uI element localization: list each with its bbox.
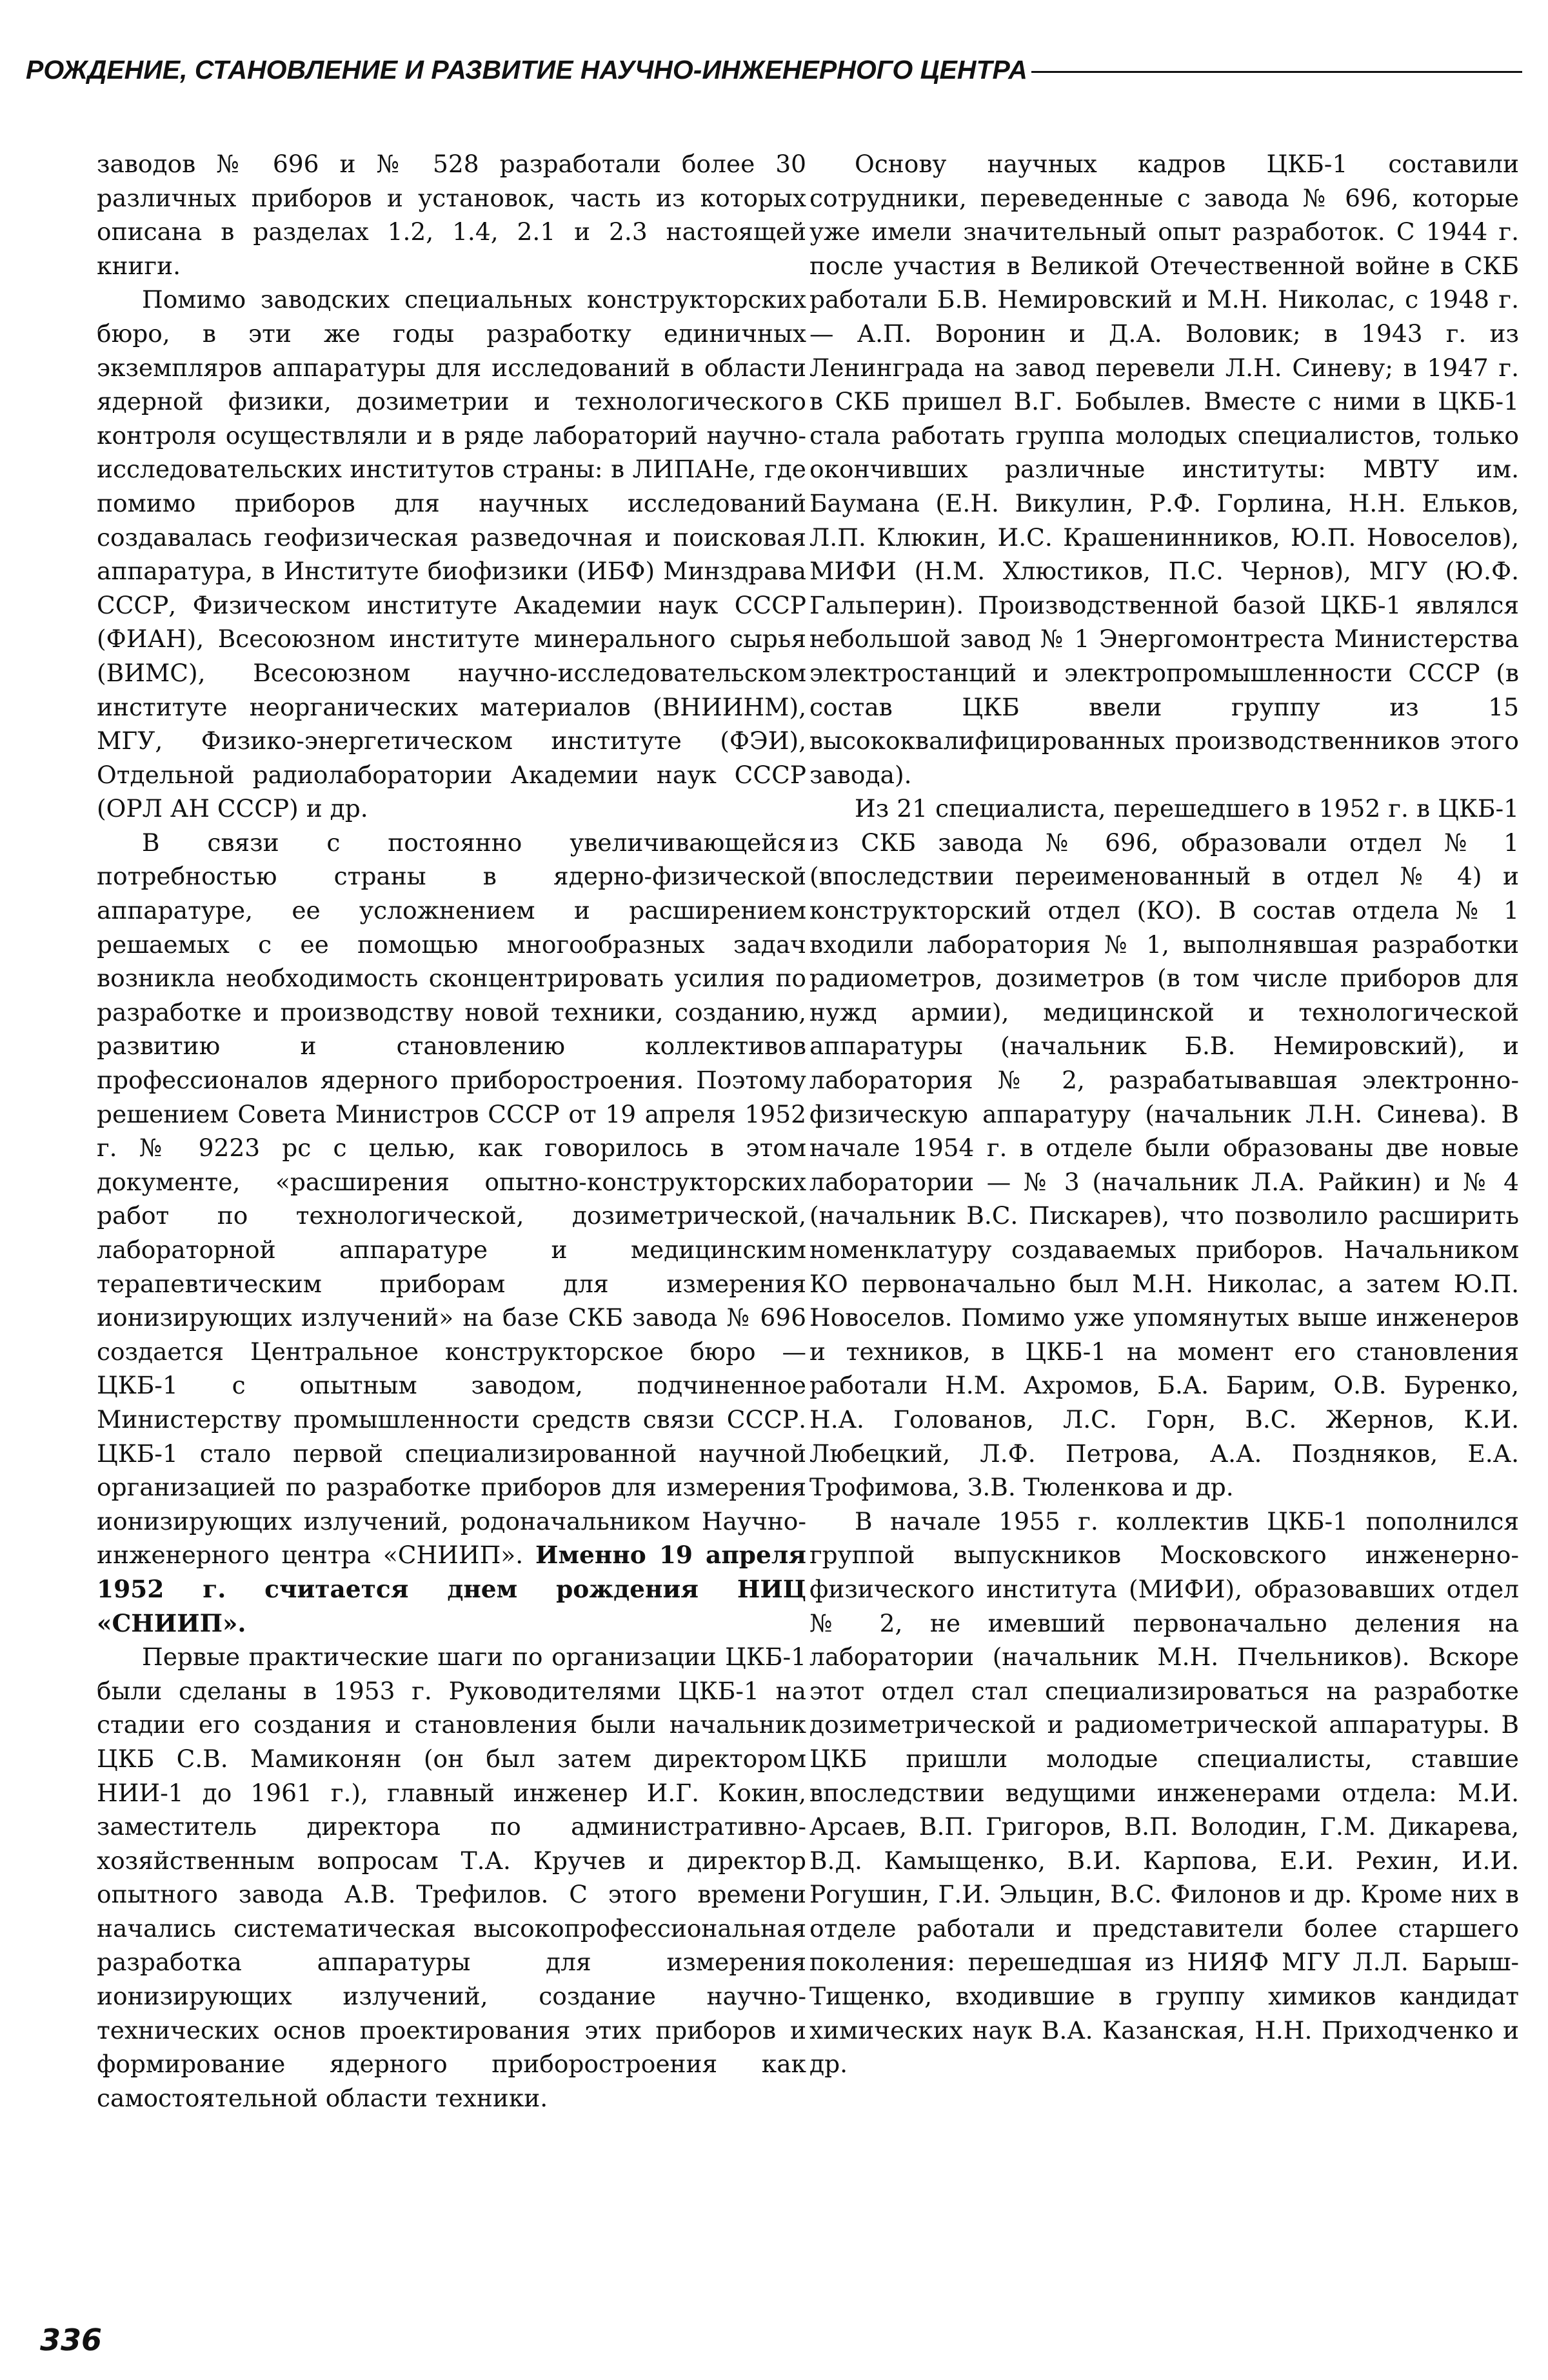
left-column <box>97 147 806 2218</box>
running-header <box>26 50 1522 89</box>
emphasized-text: Именно 19 апреля 1952 г. считается днем рождения НИЦ «СНИИП». <box>97 1541 806 1637</box>
paragraph: В начале 1955 г. коллектив ЦКБ-1 пополнился группой выпускников Московского инженерно-физического института (МИФИ), образовавших отдел № 2, не имевший первоначально деления на лаборатории (начальник М.Н. Пчельников). Вскоре этот отдел стал специализироваться на разработке дозиметрической и радиометрической аппаратуры. В ЦКБ пришли молодые специалисты, ставшие впоследствии ведущими инженерами отдела: М.И. Арсаев, В.П. Григоров, В.П. Володин, Г.М. Дикарева, В.Д. Камыщенко, В.И. Карпова, Е.И. Рехин, И.И. Рогушин, Г.И. Эльцин, В.С. Филонов и др. Кроме них в отделе работали и представители более старшего поколения: перешедшая из НИЯФ МГУ Л.Л. Барыш-Тищенко, входившие в группу химиков кандидат химических наук В.А. Казанская, Н.Н. Приходченко и др. <box>809 1506 1519 2079</box>
paragraph <box>97 826 806 1640</box>
paragraph: Первые практические шаги по организации ЦКБ-1 были сделаны в 1953 г. Руководителями ЦКБ-1 на стадии его создания и становления были начальник ЦКБ С.В. Мамиконян (он был затем директором НИИ-1 до 1961 г.), главный инженер И.Г. Кокин, заместитель директора по административно-хозяйственным вопросам Т.А. Кручев и директор опытного завода А.В. Трефилов. С этого времени начались систематическая высокопрофессиональная разработка аппаратуры для измерения ионизирующих излучений, создание научно-технических основ проектирования этих приборов и формирование ядерного приборостроения как самостоятельной области техники. <box>97 1643 806 2112</box>
paragraph-text: В связи с постоянно увеличивающейся потребностью страны в ядерно-физической аппаратуре, ее усложнением и расширением решаемых с ее помощью многообразных задач возникла необходимость сконцентрировать усилия по разработке и производству новой техники, созданию, развитию и становлению коллективов профессионалов ядерного приборостроения. Поэтому решением Совета Министров СССР от 19 апреля 1952 г. № 9223 рс с целью, как говорилось в этом документе, «расширения опытно-конструкторских работ по технологической, дозиметрической, лабораторной аппаратуре и медицинским терапевтическим приборам для измерения ионизирующих излучений» на базе СКБ завода № 696 создается Центральное конструкторское бюро — ЦКБ-1 с опытным заводом, подчиненное Министерству промышленности средств связи СССР. ЦКБ-1 стало первой специализированной научной организацией по разработке приборов для измерения ионизирующих излучений, родоначальником Научно-инженерного центра «СНИИП». <box>97 828 806 1570</box>
chapter-title: РОЖДЕНИЕ, СТАНОВЛЕНИЕ И РАЗВИТИЕ НАУЧНО-ИНЖЕНЕРНОГО ЦЕНТРА <box>26 54 1027 85</box>
paragraph: Основу научных кадров ЦКБ-1 составили сотрудники, переведенные с завода № 696, которые уже имели значительный опыт разработок. С 1944 г. после участия в Великой Отечественной войне в СКБ работали Б.В. Немировский и М.Н. Николас, с 1948 г. — А.П. Воронин и Д.А. Воловик; в 1943 г. из Ленинграда на завод перевели Л.Н. Синеву; в 1947 г. в СКБ пришел В.Г. Бобылев. Вместе с ними в ЦКБ-1 стала работать группа молодых специалистов, только окончивших различные институты: МВТУ им. Баумана (Е.Н. Викулин, Р.Ф. Горлина, Н.Н. Ельков, Л.П. Клюкин, И.С. Крашенинников, Ю.П. Новоселов), МИФИ (Н.М. Хлюстиков, П.С. Чернов), МГУ (Ю.Ф. Гальперин). Производственной базой ЦКБ-1 являлся небольшой завод № 1 Энергомонтреста Министерства электростанций и электропромышленности СССР (в состав ЦКБ ввели группу из 15 высококвалифицированных производственников этого завода). <box>809 150 1519 789</box>
paragraph: заводов № 696 и № 528 разработали более 30 различных приборов и установок, часть из которых описана в разделах 1.2, 1.4, 2.1 и 2.3 настоящей книги. <box>97 150 806 280</box>
header-rule <box>1031 71 1522 73</box>
page-number: 336 <box>40 2323 103 2357</box>
paragraph: Помимо заводских специальных конструкторских бюро, в эти же годы разработку единичных экземпляров аппаратуры для исследований в области ядерной физики, дозиметрии и технологического контроля осуществляли и в ряде лабораторий научно-исследовательских институтов страны: в ЛИПАНе, где помимо приборов для научных исследований создавалась геофизическая разведочная и поисковая аппаратура, в Институте биофизики (ИБФ) Минздрава СССР, Физическом институте Академии наук СССР (ФИАН), Всесоюзном институте минерального сырья (ВИМС), Всесоюзном научно-исследовательском институте неорганических материалов (ВНИИНМ), МГУ, Физико-энергетическом институте (ФЭИ), Отдельной радиолаборатории Академии наук СССР (ОРЛ АН СССР) и др. <box>97 285 806 823</box>
paragraph: Из 21 специалиста, перешедшего в 1952 г. в ЦКБ-1 из СКБ завода № 696, образовали отдел № 1 (впоследствии переименованный в отдел № 4) и конструкторский отдел (КО). В состав отдела № 1 входили лаборатория № 1, выполнявшая разработки радиометров, дозиметров (в том числе приборов для нужд армии), медицинской и технологической аппаратуры (начальник Б.В. Немировский), и лаборатория № 2, разрабатывавшая электронно-физическую аппаратуру (начальник Л.Н. Синева). В начале 1954 г. в отделе были образованы две новые лаборатории — № 3 (начальник Л.А. Райкин) и № 4 (начальник В.С. Пискарев), что позволило расширить номенклатуру создаваемых приборов. Начальником КО первоначально был М.Н. Николас, а затем Ю.П. Новоселов. Помимо уже упомянутых выше инженеров и техников, в ЦКБ-1 на момент его становления работали Н.М. Ахромов, Б.А. Барим, О.В. Буренко, Н.А. Голованов, Л.С. Горн, В.С. Жернов, К.И. Любецкий, Л.Ф. Петрова, А.А. Поздняков, Е.А. Трофимова, З.В. Тюленкова и др. <box>809 794 1519 1502</box>
right-column <box>809 147 1519 2218</box>
